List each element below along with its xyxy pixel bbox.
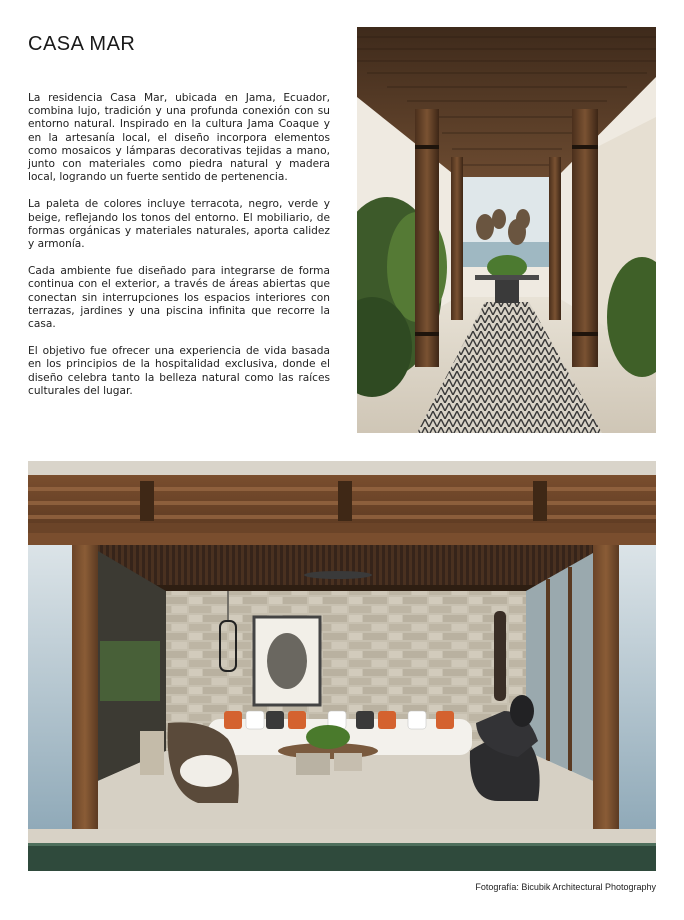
photo-credit: Fotografía: Bicubik Architectural Photography bbox=[475, 882, 656, 892]
paragraph-2: La paleta de colores incluye terracota, negro, verde y beige, reflejando los tonos del entorno. El mobiliario, de formas orgánicas y materiales naturales, aporta calidez y armonía. bbox=[28, 198, 330, 251]
paragraph-3: Cada ambiente fue diseñado para integrarse de forma continua con el exterior, a través de áreas abiertas que conectan sin interrupciones los espacios interiores con terrazas, jardines y una piscina infinita que recorre la casa. bbox=[28, 265, 330, 331]
paragraph-1: La residencia Casa Mar, ubicada en Jama, Ecuador, combina lujo, tradición y una profunda conexión con su entorno natural. Inspirado en la cultura Jama Coaque y en la artesanía local, el diseño incorpora elementos como mosaicos y lámparas decorativas tejidas a mano, junto con materiales como piedra natural y madera local, logrando un fuerte sentido de pertenencia. bbox=[28, 92, 330, 184]
living-pavilion-photo bbox=[28, 461, 656, 871]
article-body bbox=[28, 92, 330, 412]
page-title: CASA MAR bbox=[28, 33, 136, 55]
corridor-photo bbox=[357, 27, 656, 433]
paragraph-4: El objetivo fue ofrecer una experiencia de vida basada en los principios de la hospitalidad exclusiva, donde el diseño celebra tanto la belleza natural como las raíces culturales del lugar. bbox=[28, 345, 330, 397]
